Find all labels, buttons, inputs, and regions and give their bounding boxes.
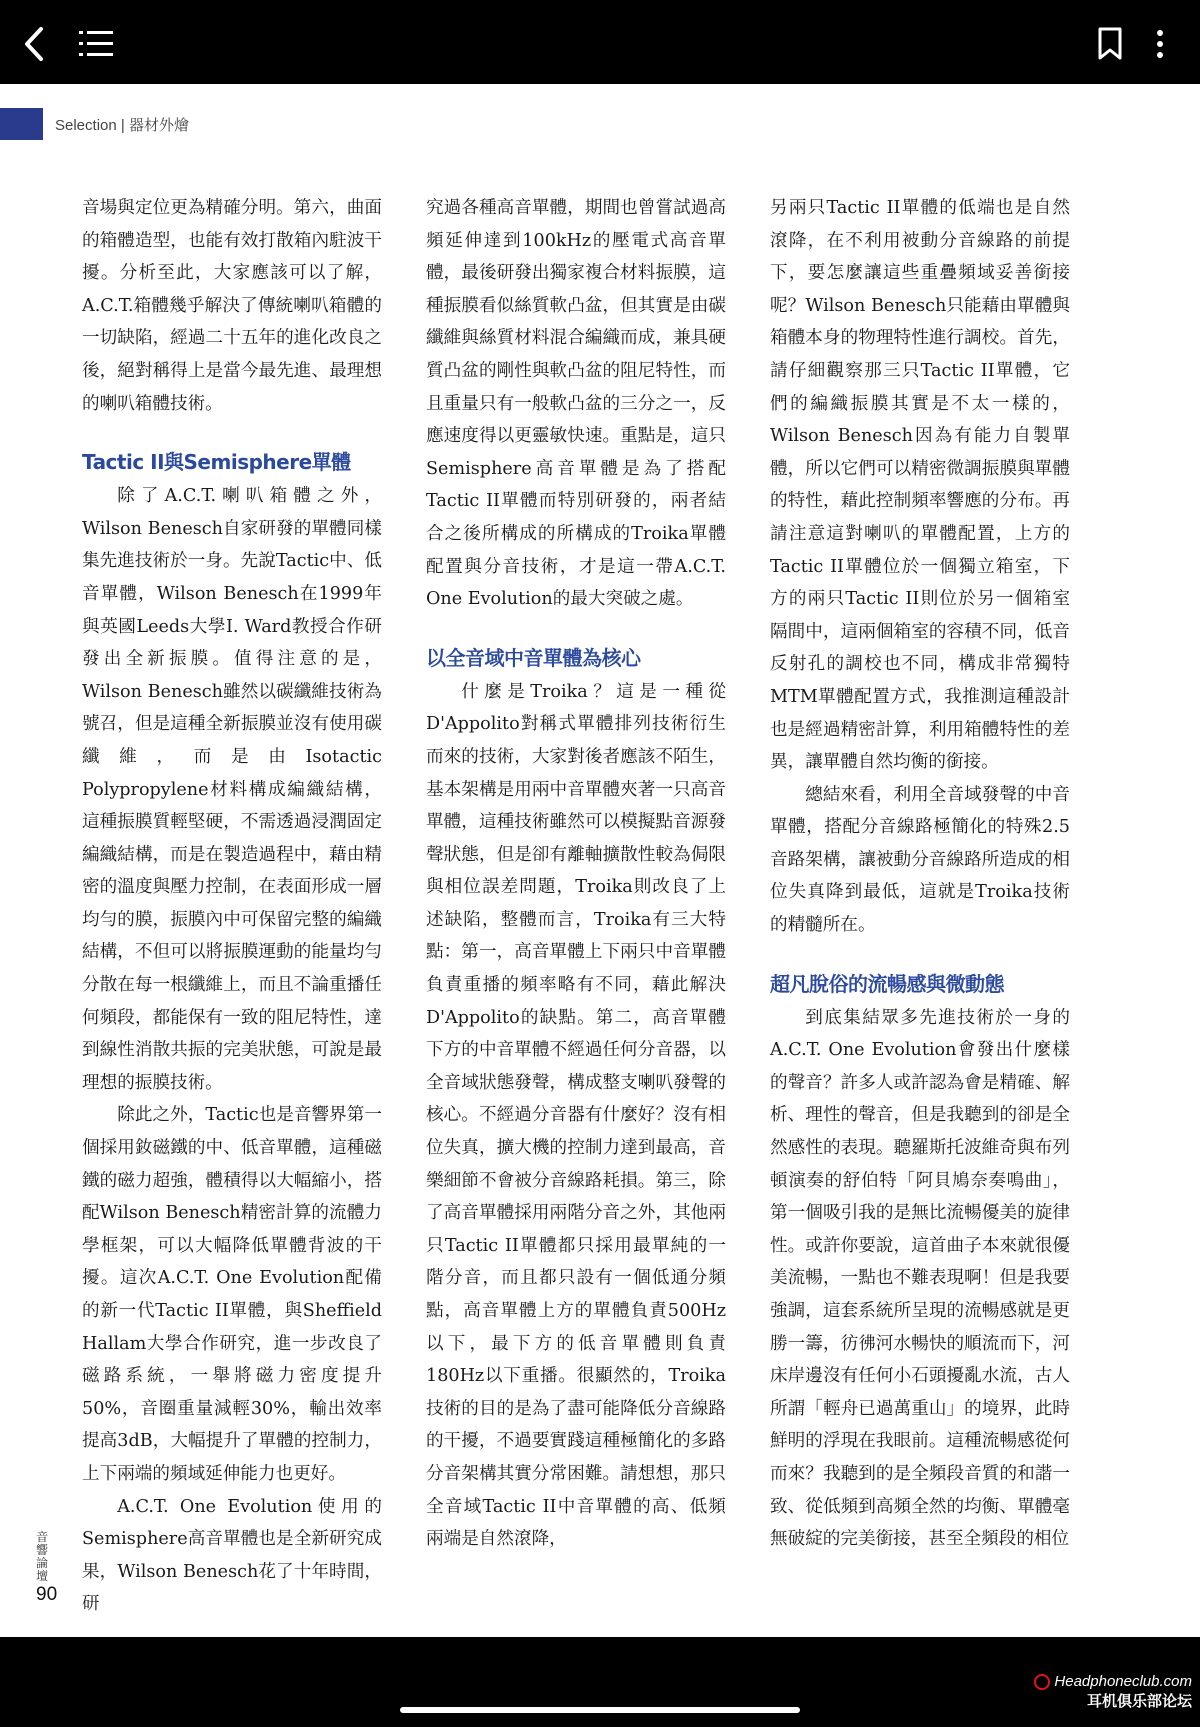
- paragraph: 除此之外，Tactic也是音響界第一個採用釹磁鐵的中、低音單體，這種磁鐵的磁力超強，體積得以大幅縮小，搭配Wilson Benesch精密計算的流體力學框架，可以大幅降低單體背波的干擾。這次A.C.T. One Evolution配備的新一代Tactic II單體，與Sheffield Hallam大學合作研究，進一步改良了磁路系統，一舉將磁力密度提升50%，音圈重量減輕30%，輸出效率提高3dB，大幅提升了單體的控制力，上下兩端的頻域延伸能力也更好。: [82, 1105, 382, 1484]
- magazine-page: [0, 84, 1200, 1637]
- reader-toolbar: [0, 0, 1200, 84]
- section-header: [0, 108, 189, 140]
- paragraph: A.C.T. One Evolution使用的Semisphere高音單體也是全新研究成果，Wilson Benesch花了十年時間，研: [82, 1496, 382, 1615]
- back-button[interactable]: [12, 22, 56, 66]
- article-column-3: [770, 192, 1070, 1556]
- subheading: 以全音域中音單體為核心: [426, 645, 641, 670]
- article-column-1: [82, 192, 382, 1621]
- paragraph: 究過各種高音單體，期間也曾嘗試過高頻延伸達到100kHz的壓電式高音單體，最後研發出獨家複合材料振膜，這種振膜看似絲質軟凸盆，但其實是由碳纖維與絲質材料混合編織而成，兼具硬質凸盆的剛性與軟凸盆的阻尼特性，而且重量只有一般軟凸盆的三分之一，反應速度得以更靈敏快速。重點是，這只Semisphere高音單體是為了搭配Tactic II單體而特別研發的，兩者結合之後所構成的所構成的Troika單體配置與分音技術，才是這一帶A.C.T. One Evolution的最大突破之處。: [426, 198, 726, 610]
- bookmark-button[interactable]: [1088, 22, 1132, 66]
- subheading: 超凡脫俗的流暢感與微動態: [770, 971, 1004, 996]
- page-number: 90: [36, 1584, 58, 1605]
- article-column-2: [426, 192, 726, 1556]
- more-vertical-icon: [1156, 29, 1164, 59]
- section-color-bar: [0, 108, 43, 140]
- section-label: Selection | 器材外燴: [55, 116, 189, 134]
- watermark-text: Headphoneclub.com: [1054, 1673, 1192, 1690]
- more-options-button[interactable]: [1138, 22, 1182, 66]
- bookmark-icon: [1097, 27, 1123, 61]
- paragraph: 另兩只Tactic II單體的低端也是自然滾降，在不利用被動分音線路的前提下，要怎麼讓這些重疊頻域妥善銜接呢？Wilson Benesch只能藉由單體與箱體本身的物理特性進行調校。首先，請仔細觀察那三只Tactic II單體，它們的編織振膜其實是不太一樣的，Wilson Benesch因為有能力自製單體，所以它們可以精密微調振膜與單體的特性，藉此控制頻率響應的分布。再請注意這對喇叭的單體配置，上方的Tactic II單體位於一個獨立箱室，下方的兩只Tactic II則位於另一個箱室隔間中，這兩個箱室的容積不同，低音反射孔的調校也不同，構成非常獨特MTM單體配置方式，我推測這種設計也是經過精密計算，利用箱體特性的差異，讓單體自然均衡的銜接。: [770, 198, 1070, 773]
- headphone-logo-icon: [1034, 1674, 1050, 1690]
- paragraph: 到底集結眾多先進技術於一身的A.C.T. One Evolution會發出什麼樣的聲音？許多人或許認為會是精確、解析、理性的聲音，但是我聽到的卻是全然感性的表現。聽羅斯托波維奇與布列頓演奏的舒伯特「阿貝鳩奈奏鳴曲」，第一個吸引我的是無比流暢優美的旋律性。或許你要說，這首曲子本來就很優美流暢，一點也不難表現啊！但是我要強調，這套系統所呈現的流暢感就是更勝一籌，彷彿河水暢快的順流而下，河床岸邊沒有任何小石頭擾亂水流，古人所謂「輕舟已過萬重山」的境界，此時鮮明的浮現在我眼前。這種流暢感從何而來？我聽到的是全頻段音質的和諧一致、從低頻到高頻全然的均衡、單體毫無破綻的完美銜接，甚至全頻段的相位: [770, 1007, 1070, 1550]
- list-icon: [79, 30, 113, 58]
- watermark-site: [1034, 1673, 1192, 1690]
- paragraph: 總結來看，利用全音域發聲的中音單體，搭配分音線路極簡化的特殊2.5音路架構，讓被動分音線路所造成的相位失真降到最低，這就是Troika技術的精髓所在。: [770, 784, 1070, 936]
- subheading: Tactic II與Semisphere單體: [82, 450, 351, 475]
- home-indicator[interactable]: [400, 1707, 800, 1713]
- paragraph: 除了A.C.T.喇叭箱體之外，Wilson Benesch自家研發的單體同樣集先進技術於一身。先說Tactic中、低音單體，Wilson Benesch在1999年與英國Leeds大學I. Ward教授合作研發出全新振膜。值得注意的是，Wilson Benesch雖然以碳纖維技術為號召，但是這種全新振膜並沒有使用碳纖維，而是由Isotactic Polypropylene材料構成編織結構，這種振膜質輕堅硬，不需透過浸潤固定編織結構，而是在製造過程中，藉由精密的溫度與壓力控制，在表面形成一層均勻的膜，振膜內中可保留完整的編織結構，不但可以將振膜運動的能量均勻分散在每一根纖維上，而且不論重播任何頻段，都能保有一致的阻尼特性，達到線性消散共振的完美狀態，可說是最理想的振膜技術。: [82, 486, 382, 1093]
- forum-watermark: [1034, 1673, 1192, 1711]
- paragraph: 什麼是Troika？這是一種從D'Appolito對稱式單體排列技術衍生而來的技術，大家對後者應該不陌生，基本架構是用兩中音單體夾著一只高音單體，這種技術雖然可以模擬點音源發聲狀態，但是卻有離軸擴散性較為侷限與相位誤差問題，Troika則改良了上述缺陷，整體而言，Troika有三大特點：第一，高音單體上下兩只中音單體負責重播的頻率略有不同，藉此解決D'Appolito的缺點。第二，高音單體下方的中音單體不經過任何分音器，以全音域狀態發聲，構成整支喇叭發聲的核心。不經過分音器有什麼好？沒有相位失真，擴大機的控制力達到最高，音樂細節不會被分音線路耗損。第三，除了高音單體採用兩階分音之外，其他兩只Tactic II單體都只採用最單純的一階分音，而且都只設有一個低通分頻點，高音單體上方的單體負責500Hz以下，最下方的低音單體則負責180Hz以下重播。很顯然的，Troika技術的目的是為了盡可能降低分音線路的干擾，不過要實踐這種極簡化的多路分音架構其實分常困難。請想想，那只全音域Tactic II中音單體的高、低頻兩端是自然滾降，: [426, 681, 726, 1550]
- table-of-contents-button[interactable]: [74, 22, 118, 66]
- paragraph: 音場與定位更為精確分明。第六，曲面的箱體造型，也能有效打散箱內駐波干擾。分析至此，大家應該可以了解，A.C.T.箱體幾乎解決了傳統喇叭箱體的一切缺陷，經過二十五年的進化改良之後，絕對稱得上是當今最先進、最理想的喇叭箱體技術。: [82, 198, 382, 414]
- chevron-left-icon: [21, 26, 47, 62]
- watermark-forum-name: 耳机俱乐部论坛: [1086, 1692, 1192, 1711]
- bottom-bar: [0, 1637, 1200, 1727]
- magazine-name: 音響論壇: [36, 1530, 49, 1583]
